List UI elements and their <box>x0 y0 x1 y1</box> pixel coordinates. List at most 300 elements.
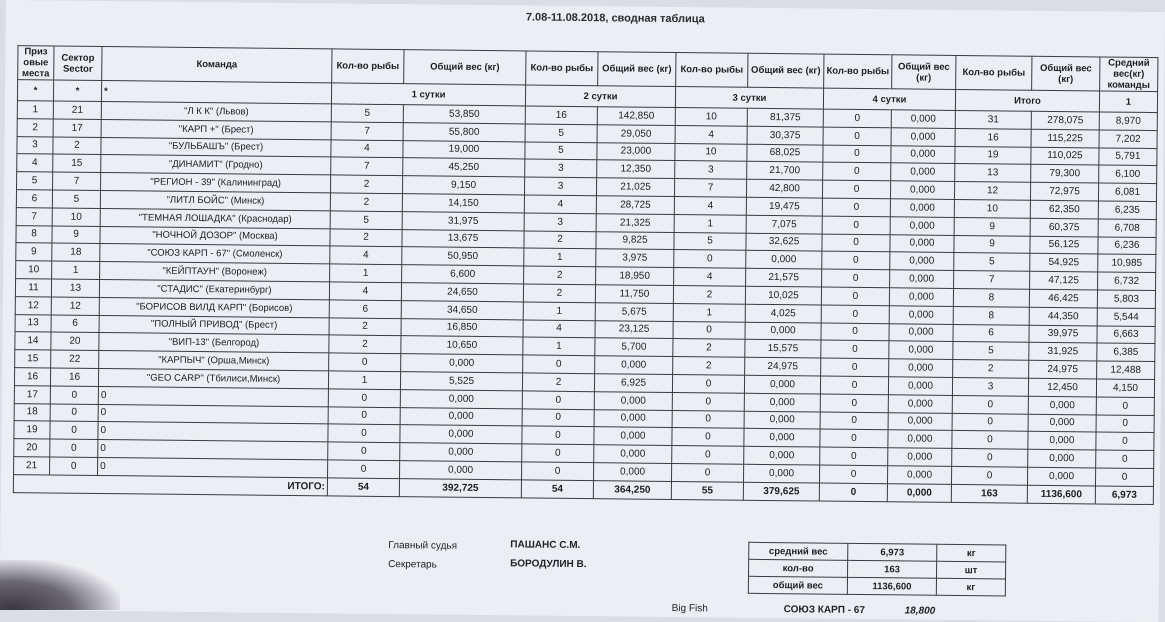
header-row-top <box>18 46 1158 58</box>
cell-day1-count: 6 <box>329 300 401 319</box>
cell-total-weight: 31,925 <box>1029 343 1097 362</box>
cell-day3-weight: 7,075 <box>746 215 822 234</box>
cell-day2-count: 1 <box>523 337 595 356</box>
cell-day1-weight: 53,850 <box>403 105 525 124</box>
cell-total-weight: 56,125 <box>1030 236 1098 255</box>
cell-day1-count: 2 <box>329 335 401 354</box>
cell-sector: 7 <box>53 172 101 190</box>
totals-d4-weight: 0,000 <box>887 483 951 501</box>
results-table <box>13 45 1159 504</box>
cell-place: 18 <box>14 403 50 421</box>
cell-day3-weight: 10,025 <box>745 286 821 305</box>
cell-day1-weight: 34,650 <box>401 300 523 319</box>
cell-team: "КЕЙПТАУН" (Воронеж) <box>100 262 330 282</box>
cell-day2-weight: 18,950 <box>596 267 674 286</box>
cell-day2-weight: 6,925 <box>594 374 672 393</box>
cell-total-count: 8 <box>953 288 1029 307</box>
cell-total-weight: 44,350 <box>1029 307 1097 326</box>
cell-avg-weight: 8,970 <box>1099 112 1157 130</box>
cell-day1-count: 7 <box>331 157 403 176</box>
cell-day1-count: 0 <box>329 353 401 372</box>
cell-day1-count: 4 <box>330 246 402 265</box>
cell-day2-count: 0 <box>522 462 594 481</box>
cell-day2-count: 0 <box>522 444 594 463</box>
cell-day4-count: 0 <box>823 127 891 146</box>
cell-total-count: 0 <box>952 395 1028 414</box>
cell-day3-count: 7 <box>674 179 746 198</box>
cell-avg-weight: 4,150 <box>1096 379 1154 397</box>
cell-total-weight: 39,975 <box>1029 325 1097 344</box>
cell-place: 15 <box>15 350 51 368</box>
cell-place: 10 <box>16 261 52 279</box>
cell-day3-weight: 21,575 <box>746 268 822 287</box>
cell-total-count: 6 <box>953 324 1029 343</box>
cell-day4-weight: 0,000 <box>887 466 951 484</box>
cell-day1-count: 7 <box>331 122 403 141</box>
totals-total-count: 163 <box>951 484 1027 503</box>
cell-day1-count: 4 <box>329 282 401 301</box>
cell-avg-weight: 6,236 <box>1098 237 1156 255</box>
cell-day1-count: 0 <box>328 460 400 479</box>
summary-unit: шт <box>936 561 1005 579</box>
cell-place: 19 <box>14 421 50 439</box>
cell-avg-weight: 6,081 <box>1098 183 1156 201</box>
cell-avg-weight: 12,488 <box>1097 361 1155 379</box>
cell-day4-weight: 0,000 <box>890 181 954 199</box>
cell-day3-count: 0 <box>672 392 744 411</box>
cell-total-count: 0 <box>951 466 1027 485</box>
cell-team: 0 <box>98 386 328 406</box>
cell-day3-weight: 32,625 <box>746 233 822 252</box>
cell-day2-count: 3 <box>524 177 596 196</box>
cell-sector: 2 <box>53 137 101 155</box>
cell-day3-weight: 68,025 <box>747 144 823 163</box>
header-d3-weight: Общий вес (кг) <box>748 53 824 88</box>
totals-d3-weight: 379,625 <box>743 482 819 501</box>
header-day2: 2 сутки <box>525 85 675 108</box>
cell-day2-count: 3 <box>524 213 596 232</box>
cell-day4-count: 0 <box>823 162 891 181</box>
totals-d2-count: 54 <box>521 480 593 499</box>
cell-day3-weight: 0,000 <box>743 464 819 483</box>
cell-place: 7 <box>16 207 52 225</box>
cell-place: 2 <box>17 118 53 136</box>
cell-sector: 16 <box>50 368 98 386</box>
cell-team: "ЛИТЛ БОЙС" (Минск) <box>100 190 330 210</box>
cell-day1-count: 0 <box>328 442 400 461</box>
cell-day1-count: 4 <box>331 140 403 159</box>
filter-place[interactable]: * <box>17 80 53 101</box>
cell-day1-weight: 24,650 <box>401 283 523 302</box>
cell-day3-count: 2 <box>673 357 745 376</box>
cell-day3-weight: 0,000 <box>744 429 820 448</box>
cell-day4-count: 0 <box>820 429 888 448</box>
cell-total-weight: 0,000 <box>1028 432 1096 451</box>
cell-day2-count: 3 <box>525 159 597 178</box>
cell-day4-count: 0 <box>821 340 889 359</box>
header-d3-count: Кол-во рыбы <box>676 53 748 88</box>
cell-team: "РЕГИОН - 39" (Калининград) <box>101 173 331 193</box>
cell-total-count: 3 <box>952 377 1028 396</box>
cell-avg-weight: 6,663 <box>1097 326 1155 344</box>
big-fish-team: СОЮЗ КАРП - 67 <box>783 604 866 617</box>
cell-day3-count: 1 <box>673 303 745 322</box>
cell-day3-count: 3 <box>675 161 747 180</box>
summary-value: 6,973 <box>848 543 937 561</box>
cell-day1-count: 0 <box>328 424 400 443</box>
cell-day2-weight: 0,000 <box>594 463 672 482</box>
cell-day3-weight: 24,975 <box>745 357 821 376</box>
cell-total-count: 9 <box>954 217 1030 236</box>
cell-avg-weight: 6,385 <box>1097 343 1155 361</box>
sheet-title: 7.08-11.08.2018, сводная таблица <box>525 11 705 26</box>
totals-d1-count: 54 <box>327 478 399 497</box>
header-d4-count: Кол-во рыбы <box>824 54 892 89</box>
cell-day3-count: 0 <box>671 463 743 482</box>
cell-total-count: 12 <box>954 182 1030 201</box>
cell-day4-count: 0 <box>822 180 890 199</box>
cell-avg-weight: 10,985 <box>1098 254 1156 272</box>
cell-day3-weight: 0,000 <box>744 375 820 394</box>
cell-total-weight: 0,000 <box>1028 414 1096 433</box>
cell-day2-count: 1 <box>524 248 596 267</box>
totals-avg: 6,973 <box>1095 486 1153 504</box>
header-day3: 3 сутки <box>675 87 823 110</box>
header-d2-count: Кол-во рыбы <box>526 51 598 86</box>
cell-day1-count: 1 <box>330 264 402 283</box>
cell-total-weight: 278,075 <box>1031 111 1099 130</box>
cell-place: 6 <box>16 190 52 208</box>
cell-day1-weight: 19,000 <box>403 140 525 159</box>
header-total: Итого <box>955 89 1099 112</box>
cell-day4-weight: 0,000 <box>891 128 955 146</box>
cell-day2-count: 2 <box>524 231 596 250</box>
header-sector: Сектор Sector <box>54 46 102 81</box>
cell-day1-weight: 16,850 <box>401 318 523 337</box>
cell-day1-weight: 0,000 <box>401 354 523 373</box>
summary-label: средний вес <box>749 542 848 560</box>
cell-day2-count: 0 <box>522 391 594 410</box>
cell-total-count: 16 <box>955 128 1031 147</box>
cell-avg-weight: 5,803 <box>1097 290 1155 308</box>
cell-day4-count: 0 <box>822 216 890 235</box>
cell-day3-weight: 19,475 <box>746 197 822 216</box>
cell-day3-weight: 0,000 <box>744 446 820 465</box>
summary-label: кол-во <box>749 559 848 577</box>
cell-day2-weight: 0,000 <box>594 391 672 410</box>
cell-total-count: 10 <box>954 199 1030 218</box>
cell-day1-weight: 0,000 <box>400 461 522 480</box>
cell-day4-count: 0 <box>822 198 890 217</box>
cell-team: "ТЕМНАЯ ЛОШАДКА" (Краснодар) <box>100 208 330 228</box>
cell-day3-weight: 21,700 <box>747 162 823 181</box>
cell-total-weight: 54,925 <box>1030 254 1098 273</box>
cell-day4-count: 0 <box>823 109 891 128</box>
cell-day4-weight: 0,000 <box>890 234 954 252</box>
cell-total-count: 13 <box>955 164 1031 183</box>
cell-sector: 0 <box>50 457 98 475</box>
cell-sector: 10 <box>52 208 100 226</box>
filter-team[interactable]: * <box>101 81 331 104</box>
cell-sector: 20 <box>51 332 99 350</box>
cell-sector: 13 <box>51 279 99 297</box>
cell-day1-count: 0 <box>328 406 400 425</box>
cell-day4-count: 0 <box>821 305 889 324</box>
cell-day2-count: 16 <box>525 106 597 125</box>
cell-day2-weight: 23,125 <box>595 320 673 339</box>
cell-day1-weight: 13,675 <box>402 229 524 248</box>
cell-team: "БОРИСОВ ВИЛД КАРП" (Борисов) <box>99 297 329 317</box>
cell-day3-count: 2 <box>673 285 745 304</box>
cell-day4-count: 0 <box>821 323 889 342</box>
cell-day4-weight: 0,000 <box>890 199 954 217</box>
cell-avg-weight: 6,708 <box>1098 219 1156 237</box>
cell-total-count: 0 <box>952 413 1028 432</box>
cell-day4-count: 0 <box>820 447 888 466</box>
cell-day2-weight: 0,000 <box>595 356 673 375</box>
cell-total-weight: 60,375 <box>1030 218 1098 237</box>
cell-day2-count: 0 <box>522 426 594 445</box>
cell-day1-weight: 50,950 <box>402 247 524 266</box>
cell-avg-weight: 0 <box>1096 397 1154 415</box>
cell-day3-count: 1 <box>674 214 746 233</box>
cell-day1-count: 2 <box>330 228 402 247</box>
cell-day4-count: 0 <box>823 145 891 164</box>
cell-day3-weight: 4,025 <box>745 304 821 323</box>
cell-day3-count: 0 <box>672 410 744 429</box>
cell-day1-count: 0 <box>328 389 400 408</box>
cell-total-count: 2 <box>953 360 1029 379</box>
header-d4-weight: Общий вес (кг) <box>892 55 956 90</box>
cell-place: 9 <box>16 243 52 261</box>
cell-total-count: 7 <box>954 271 1030 290</box>
cell-day2-weight: 5,675 <box>595 302 673 321</box>
cell-day4-count: 0 <box>820 412 888 431</box>
cell-day3-count: 5 <box>674 232 746 251</box>
cell-day2-weight: 5,700 <box>595 338 673 357</box>
cell-team: "ДИНАМИТ" (Гродно) <box>101 155 331 175</box>
cell-day3-weight: 0,000 <box>746 251 822 270</box>
cell-day1-weight: 0,000 <box>400 425 522 444</box>
cell-total-count: 9 <box>954 235 1030 254</box>
cell-sector: 1 <box>52 261 100 279</box>
cell-day2-count: 4 <box>524 195 596 214</box>
cell-place: 13 <box>15 314 51 332</box>
cell-day1-weight: 45,250 <box>403 158 525 177</box>
big-fish-weight: 18,800 <box>904 605 936 617</box>
cell-day2-weight: 11,750 <box>595 285 673 304</box>
cell-avg-weight: 7,202 <box>1099 130 1157 148</box>
big-fish-label: Big Fish <box>671 603 708 615</box>
summary-unit: кг <box>936 578 1005 596</box>
cell-day2-count: 0 <box>523 355 595 374</box>
cell-day4-weight: 0,000 <box>888 377 952 395</box>
cell-day3-weight: 0,000 <box>744 411 820 430</box>
cell-day4-weight: 0,000 <box>891 145 955 163</box>
cell-team: 0 <box>98 440 328 460</box>
cell-day1-weight: 55,800 <box>403 122 525 141</box>
cell-day2-weight: 0,000 <box>594 427 672 446</box>
cell-sector: 21 <box>53 101 101 119</box>
cell-day3-weight: 30,375 <box>747 126 823 145</box>
cell-day2-count: 4 <box>523 319 595 338</box>
cell-day2-weight: 28,725 <box>596 196 674 215</box>
filter-sector[interactable]: * <box>53 80 101 102</box>
cell-team: "GEO CARP" (Тбилиси,Минск) <box>98 368 328 388</box>
cell-sector: 0 <box>50 386 98 404</box>
cell-day4-count: 0 <box>821 358 889 377</box>
totals-d4-count: 0 <box>819 483 887 502</box>
cell-day4-weight: 0,000 <box>888 448 952 466</box>
cell-place: 14 <box>15 332 51 350</box>
cell-day4-weight: 0,000 <box>889 306 953 324</box>
cell-total-weight: 0,000 <box>1028 449 1096 468</box>
cell-day2-weight: 23,000 <box>597 142 675 161</box>
cell-avg-weight: 5,544 <box>1097 308 1155 326</box>
cell-day2-count: 5 <box>525 142 597 161</box>
cell-day3-count: 4 <box>674 196 746 215</box>
summary-table <box>748 542 1007 597</box>
cell-day3-count: 0 <box>672 374 744 393</box>
cell-day2-count: 2 <box>522 373 594 392</box>
cell-total-count: 5 <box>954 253 1030 272</box>
summary-unit: кг <box>937 544 1006 562</box>
cell-day4-weight: 0,000 <box>889 288 953 306</box>
cell-team: "СОЮЗ КАРП - 67" (Смоленск) <box>100 244 330 264</box>
cell-total-weight: 72,975 <box>1030 182 1098 201</box>
cell-day2-count: 2 <box>523 284 595 303</box>
cell-day4-count: 0 <box>820 394 888 413</box>
header-total-count: Кол-во рыбы <box>956 55 1032 90</box>
totals-d2-weight: 364,250 <box>593 480 671 499</box>
cell-team: "ПОЛНЫЙ ПРИВОД" (Брест) <box>99 315 329 335</box>
header-team: Команда <box>102 47 332 83</box>
cell-avg-weight: 0 <box>1096 432 1154 450</box>
cell-sector: 0 <box>50 439 98 457</box>
cell-day1-weight: 0,000 <box>400 389 522 408</box>
header-d2-weight: Общий вес (кг) <box>598 52 676 87</box>
cell-place: 17 <box>14 385 50 403</box>
header-day4: 4 сутки <box>823 88 955 110</box>
cell-total-weight: 79,300 <box>1031 165 1099 184</box>
cell-place: 11 <box>15 279 51 297</box>
cell-place: 4 <box>17 154 53 172</box>
totals-d3-count: 55 <box>671 481 743 500</box>
cell-place: 16 <box>14 368 50 386</box>
cell-team: 0 <box>98 422 328 442</box>
cell-total-weight: 0,000 <box>1027 467 1095 486</box>
cell-day3-count: 10 <box>675 143 747 162</box>
cell-day4-weight: 0,000 <box>888 412 952 430</box>
cell-day3-weight: 0,000 <box>745 322 821 341</box>
cell-day4-weight: 0,000 <box>890 217 954 235</box>
cell-day4-count: 0 <box>822 269 890 288</box>
header-total-weight: Общий вес (кг) <box>1032 56 1100 91</box>
cell-total-weight: 62,350 <box>1030 200 1098 219</box>
cell-place: 8 <box>16 225 52 243</box>
cell-day4-weight: 0,000 <box>889 341 953 359</box>
cell-day4-count: 0 <box>822 234 890 253</box>
cell-avg-weight: 0 <box>1095 468 1153 486</box>
totals-label: ИТОГО: <box>13 474 327 495</box>
cell-day1-count: 2 <box>329 317 401 336</box>
cell-avg-weight: 6,732 <box>1098 272 1156 290</box>
summary-value: 1136,600 <box>847 577 936 595</box>
cell-sector: 17 <box>53 119 101 137</box>
cell-day3-count: 0 <box>672 428 744 447</box>
cell-avg-weight: 0 <box>1096 414 1154 432</box>
cell-sector: 12 <box>51 297 99 315</box>
cell-day3-count: 0 <box>674 250 746 269</box>
cell-day2-weight: 142,850 <box>597 107 675 126</box>
cell-total-count: 8 <box>953 306 1029 325</box>
cell-team: "Л К К" (Львов) <box>101 102 331 122</box>
cell-day2-count: 2 <box>524 266 596 285</box>
cell-total-weight: 0,000 <box>1028 396 1096 415</box>
cell-total-weight: 115,225 <box>1031 129 1099 148</box>
cell-day3-count: 4 <box>675 125 747 144</box>
cell-day1-weight: 0,000 <box>400 443 522 462</box>
cell-day4-weight: 0,000 <box>888 395 952 413</box>
cell-total-count: 0 <box>952 431 1028 450</box>
cell-day3-count: 10 <box>675 108 747 127</box>
header-d1-count: Кол-во рыбы <box>332 49 404 84</box>
cell-day3-count: 0 <box>673 321 745 340</box>
cell-day4-count: 0 <box>822 251 890 270</box>
cell-day4-weight: 0,000 <box>889 359 953 377</box>
cell-day2-weight: 21,025 <box>596 178 674 197</box>
cell-day1-weight: 5,525 <box>400 372 522 391</box>
cell-place: 20 <box>14 439 50 457</box>
cell-team: "КАРПЫЧ" (Орша,Минск) <box>99 351 329 371</box>
cell-sector: 18 <box>52 243 100 261</box>
cell-day3-count: 2 <box>673 339 745 358</box>
header-d1-weight: Общий вес (кг) <box>404 50 526 85</box>
cell-day1-count: 2 <box>330 193 402 212</box>
cell-avg-weight: 6,235 <box>1098 201 1156 219</box>
totals-total-weight: 1136,600 <box>1027 485 1095 504</box>
cell-day3-weight: 81,375 <box>747 108 823 127</box>
header-avg-weight: Средний вес(кг) команды <box>1100 57 1158 92</box>
cell-team: "БУЛЬБАШЪ" (Брест) <box>101 137 331 157</box>
cell-total-weight: 47,125 <box>1030 271 1098 290</box>
cell-day4-weight: 0,000 <box>891 110 955 128</box>
cell-day1-count: 5 <box>331 104 403 123</box>
cell-day4-weight: 0,000 <box>888 430 952 448</box>
cell-day1-weight: 14,150 <box>402 194 524 213</box>
results-body <box>14 101 1158 487</box>
cell-day1-count: 2 <box>330 175 402 194</box>
cell-day1-weight: 9,150 <box>402 176 524 195</box>
totals-d1-weight: 392,725 <box>399 478 521 497</box>
summary-row <box>748 576 1005 596</box>
cell-total-count: 5 <box>953 342 1029 361</box>
header-one: 1 <box>1099 91 1157 113</box>
cell-day2-count: 0 <box>522 408 594 427</box>
cell-day2-count: 5 <box>525 124 597 143</box>
cell-sector: 9 <box>52 226 100 244</box>
cell-place: 5 <box>17 172 53 190</box>
cell-avg-weight: 6,100 <box>1099 165 1157 183</box>
cell-day4-weight: 0,000 <box>890 270 954 288</box>
judge-name: ПАШАНС С.М. <box>510 539 581 552</box>
header-place: Приз овые места <box>18 46 54 80</box>
cell-total-weight: 46,425 <box>1029 289 1097 308</box>
cell-day3-weight: 42,800 <box>746 179 822 198</box>
cell-sector: 15 <box>53 154 101 172</box>
cell-place: 3 <box>17 136 53 154</box>
cell-day4-count: 0 <box>821 287 889 306</box>
